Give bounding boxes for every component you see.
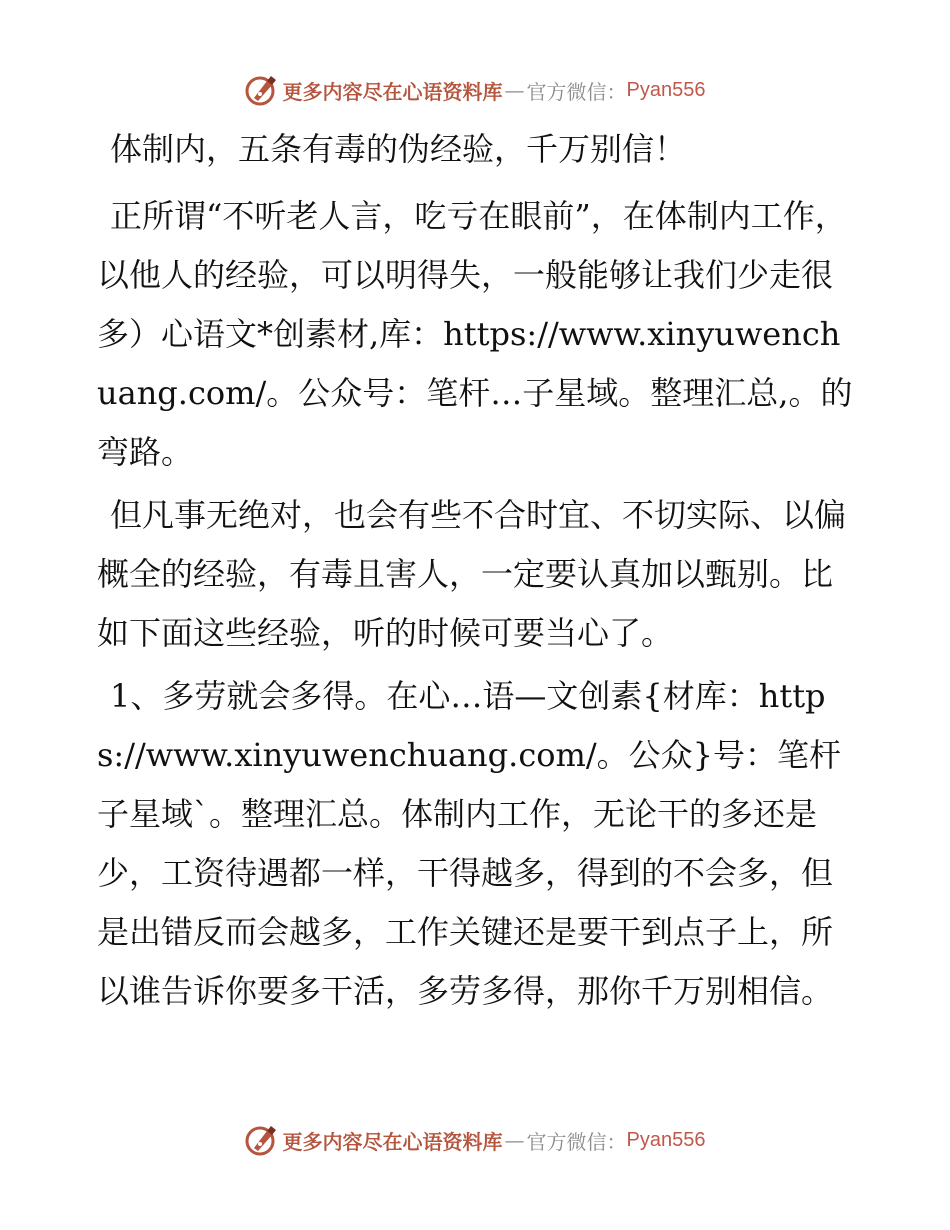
banner-wechat-id: Pyan556 bbox=[626, 1128, 706, 1151]
pen-nib-circle-icon bbox=[245, 73, 279, 107]
paragraph: 但凡事无绝对，也会有些不合时宜、不切实际、以偏概全的经验，有毒且害人，一定要认真加以甄别。比如下面这些经验，听的时候可要当心了。 bbox=[97, 496, 847, 652]
document-body bbox=[97, 120, 857, 1025]
banner-separator: — bbox=[504, 1128, 525, 1152]
paragraph: 正所谓“不听老人言，吃亏在眼前”，在体制内工作，以他人的经验，可以明得失，一般能够让我们少走很多）心语文*创素材,库：https://www.xinyuwenchuang.com/。公众号：笔杆…子星域。整理汇总,。的弯路。 bbox=[97, 197, 853, 471]
pen-nib-circle-icon bbox=[245, 1123, 279, 1157]
document-title: 体制内，五条有毒的伪经验，千万别信！ bbox=[110, 130, 687, 168]
footer-banner bbox=[0, 1120, 950, 1160]
header-banner bbox=[0, 70, 950, 110]
banner-wechat-label: 官方微信： bbox=[526, 79, 627, 104]
banner-wechat-id: Pyan556 bbox=[626, 78, 706, 101]
banner-separator: — bbox=[504, 78, 525, 102]
banner-main-text: 更多内容尽在心语资料库 bbox=[282, 79, 503, 104]
banner-wechat-label: 官方微信： bbox=[526, 1129, 627, 1154]
banner-main-text: 更多内容尽在心语资料库 bbox=[282, 1129, 503, 1154]
paragraph: 1、多劳就会多得。在心…语—文创素{材库：https://www.xinyuwenchuang.com/。公众}号：笔杆子星域`。整理汇总。体制内工作，无论干的多还是少，工资待遇都一样，干得越多，得到的不会多，但是出错反而会越多，工作关键还是要干到点子上，所以谁告诉你要多干活，多劳多得，那你千万别相信。 bbox=[97, 677, 841, 1010]
